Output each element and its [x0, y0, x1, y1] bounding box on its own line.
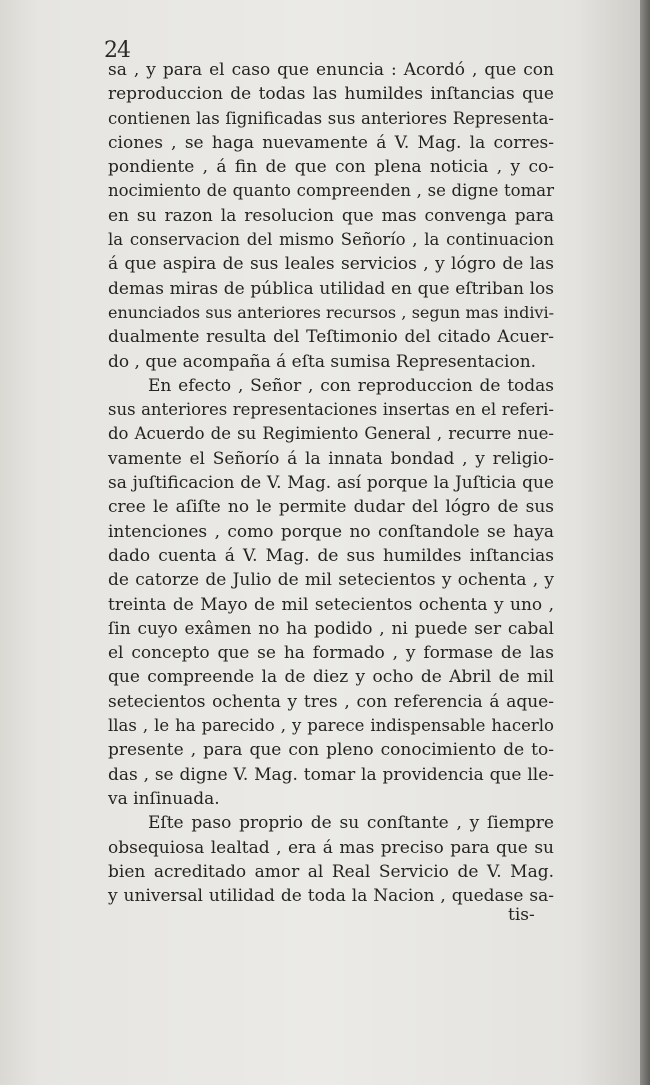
text-line: sa juſtificacion de V. Mag. así porque la Juſticia que: [108, 473, 554, 494]
text-line: la conservacion del mismo Señorío , la continuacion: [108, 230, 554, 250]
text-line: que compreende la de diez y ocho de Abril de mil: [108, 667, 554, 688]
catchword: tis-: [508, 905, 535, 925]
text-line: En efecto , Señor , con reproduccion de todas: [148, 375, 554, 396]
text-line: Eſte paso proprio de su conſtante , y ſiempre: [148, 813, 554, 834]
text-line: setecientos ochenta y tres , con referencia á aque-: [108, 691, 554, 712]
text-line: y universal utilidad de toda la Nacion , quedase sa-: [108, 886, 554, 907]
text-line: sus anteriores representaciones insertas en el referi-: [108, 400, 554, 420]
text-line: cree le aſiſte no le permite dudar del lógro de sus: [108, 497, 554, 518]
text-line: dado cuenta á V. Mag. de sus humildes inſtancias: [108, 545, 554, 566]
text-line: va inſinuada.: [108, 788, 220, 809]
text-line: intenciones , como porque no conſtandole se haya: [108, 521, 554, 542]
page-edge-shadow: [640, 0, 650, 1085]
text-line: treinta de Mayo de mil setecientos ochenta y uno ,: [108, 594, 554, 615]
text-line: das , se digne V. Mag. tomar la providencia que lle-: [108, 764, 554, 785]
text-line: obsequiosa lealtad , era á mas preciso para que su: [108, 837, 554, 858]
page-number: 24: [104, 38, 130, 63]
text-line: enunciados sus anteriores recursos , segun mas indivi-: [108, 302, 554, 322]
text-line: llas , le ha parecido , y parece indispensable hacerlo: [108, 716, 554, 736]
text-line: demas miras de pública utilidad en que eſtriban los: [108, 278, 554, 299]
text-line: bien acreditado amor al Real Servicio de V. Mag.: [108, 861, 554, 882]
text-line: el concepto que se ha formado , y formase de las: [108, 643, 554, 664]
text-line: pondiente , á fin de que con plena noticia , y co-: [108, 157, 554, 178]
text-line: reproduccion de todas las humildes inſtancias que: [108, 84, 554, 105]
text-line: ſin cuyo exâmen no ha podido , ni puede ser cabal: [108, 618, 554, 639]
text-line: á que aspira de sus leales servicios , y lógro de las: [108, 254, 554, 275]
text-line: do , que acompaña á eſta sumisa Representacion.: [108, 351, 537, 372]
text-line: en su razon la resolucion que mas convenga para: [108, 205, 554, 226]
text-line: nocimiento de quanto compreenden , se digne tomar: [108, 181, 554, 201]
text-line: do Acuerdo de su Regimiento General , recurre nue-: [108, 424, 554, 444]
text-line: sa , y para el caso que enuncia : Acordó , que con: [108, 60, 554, 80]
body-text: [108, 58, 554, 908]
text-line: ciones , se haga nuevamente á V. Mag. la corres-: [108, 132, 554, 153]
text-line: contienen las ſignificadas sus anteriores Representa-: [108, 108, 554, 128]
text-line: presente , para que con pleno conocimiento de to-: [108, 740, 554, 761]
text-line: de catorze de Julio de mil setecientos y ochenta , y: [108, 570, 554, 591]
text-line: dualmente resulta del Teſtimonio del citado Acuer-: [108, 327, 554, 348]
text-line: vamente el Señorío á la innata bondad , y religio-: [108, 448, 554, 469]
